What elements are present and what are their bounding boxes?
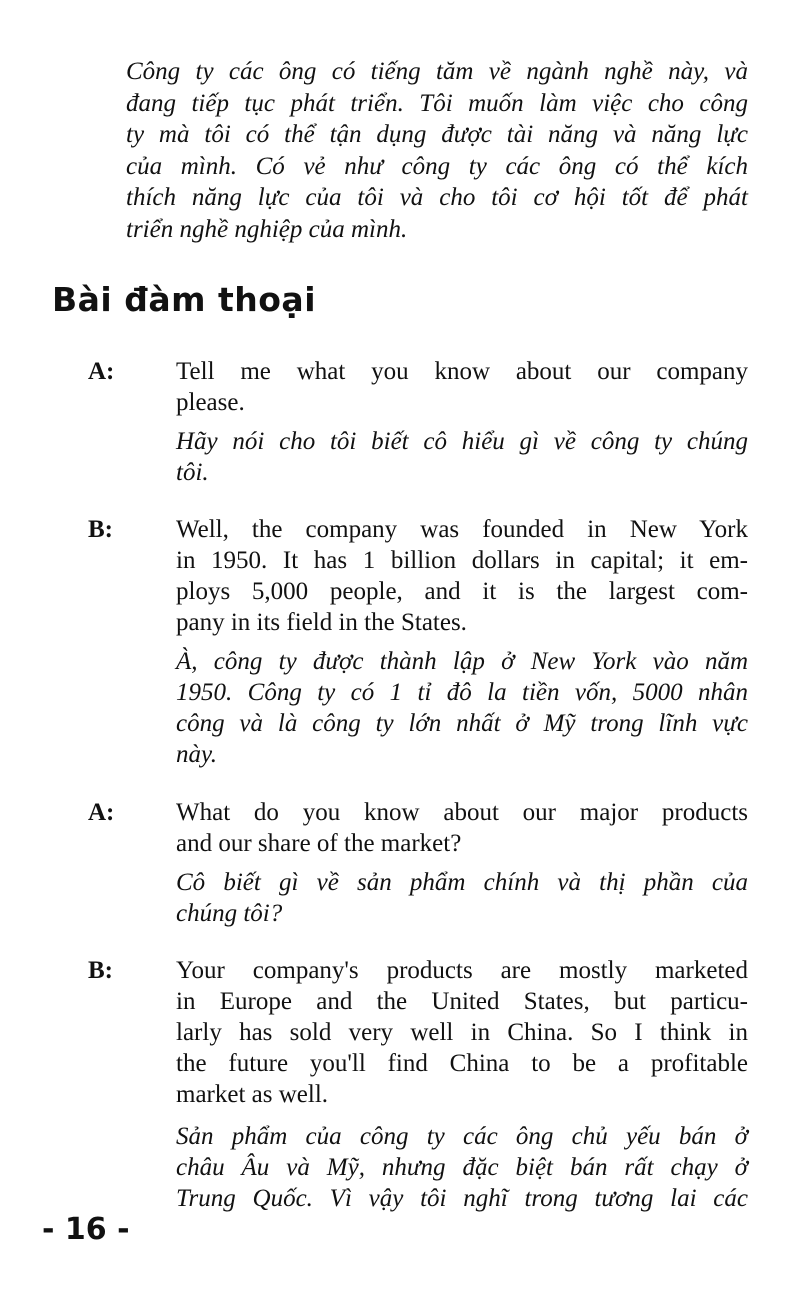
vietnamese-line: Sản phẩm của công ty các ông chủ yếu bán ở <box>176 1123 748 1150</box>
intro-line: của mình. Có vẻ như công ty các ông có thể kích <box>126 152 748 180</box>
vietnamese-translation <box>176 646 748 770</box>
vietnamese-line: chúng tôi? <box>176 900 283 927</box>
intro-paragraph <box>126 56 748 245</box>
english-text <box>176 955 748 1110</box>
english-line: market as well. <box>176 1081 329 1108</box>
english-line: the future you'll find China to be a profitable <box>176 1050 748 1077</box>
vietnamese-translation <box>176 426 748 488</box>
vietnamese-line: công và là công ty lớn nhất ở Mỹ trong lĩnh vực <box>176 710 748 737</box>
speaker-label: B: <box>88 957 113 984</box>
english-line: and our share of the market? <box>176 830 462 857</box>
section-heading: Bài đàm thoại <box>52 280 317 319</box>
english-text <box>176 514 748 638</box>
vietnamese-line: Trung Quốc. Vì vậy tôi nghĩ trong tương lai các <box>176 1185 748 1212</box>
english-text <box>176 797 748 859</box>
vietnamese-translation <box>176 1121 748 1214</box>
speaker-label: B: <box>88 516 113 543</box>
vietnamese-line: 1950. Công ty có 1 tỉ đô la tiền vốn, 5000 nhân <box>176 679 748 706</box>
vietnamese-line: châu Âu và Mỹ, nhưng đặc biệt bán rất chạy ở <box>176 1154 748 1181</box>
intro-line: Công ty các ông có tiếng tăm về ngành nghề này, và <box>126 58 748 85</box>
intro-line: ty mà tôi có thể tận dụng được tài năng và năng lực <box>126 121 748 148</box>
vietnamese-translation <box>176 867 748 929</box>
english-line: Tell me what you know about our company <box>176 358 748 385</box>
english-line: pany in its field in the States. <box>176 609 467 636</box>
english-text <box>176 356 748 418</box>
vietnamese-line: này. <box>176 741 217 768</box>
english-line: What do you know about our major products <box>176 799 748 826</box>
english-line: in Europe and the United States, but particu- <box>176 988 748 1015</box>
vietnamese-line: À, công ty được thành lập ở New York vào năm <box>176 648 748 675</box>
english-line: larly has sold very well in China. So I think in <box>176 1019 748 1046</box>
vietnamese-line: tôi. <box>176 459 209 486</box>
intro-line: đang tiếp tục phát triển. Tôi muốn làm việc cho công <box>126 89 748 117</box>
intro-line: triển nghề nghiệp của mình. <box>126 215 408 243</box>
vietnamese-line: Cô biết gì về sản phẩm chính và thị phần của <box>176 869 748 896</box>
english-line: ploys 5,000 people, and it is the largest com- <box>176 578 748 605</box>
english-line: Your company's products are mostly marketed <box>176 957 748 984</box>
vietnamese-line: Hãy nói cho tôi biết cô hiểu gì về công ty chúng <box>176 428 748 455</box>
english-line: Well, the company was founded in New York <box>176 516 748 543</box>
english-line: please. <box>176 389 245 416</box>
speaker-label: A: <box>88 358 115 385</box>
english-line: in 1950. It has 1 billion dollars in capital; it em- <box>176 547 748 574</box>
speaker-label: A: <box>88 799 115 826</box>
intro-line: thích năng lực của tôi và cho tôi cơ hội tốt để phát <box>126 184 748 211</box>
page-number: - 16 - <box>42 1212 130 1247</box>
